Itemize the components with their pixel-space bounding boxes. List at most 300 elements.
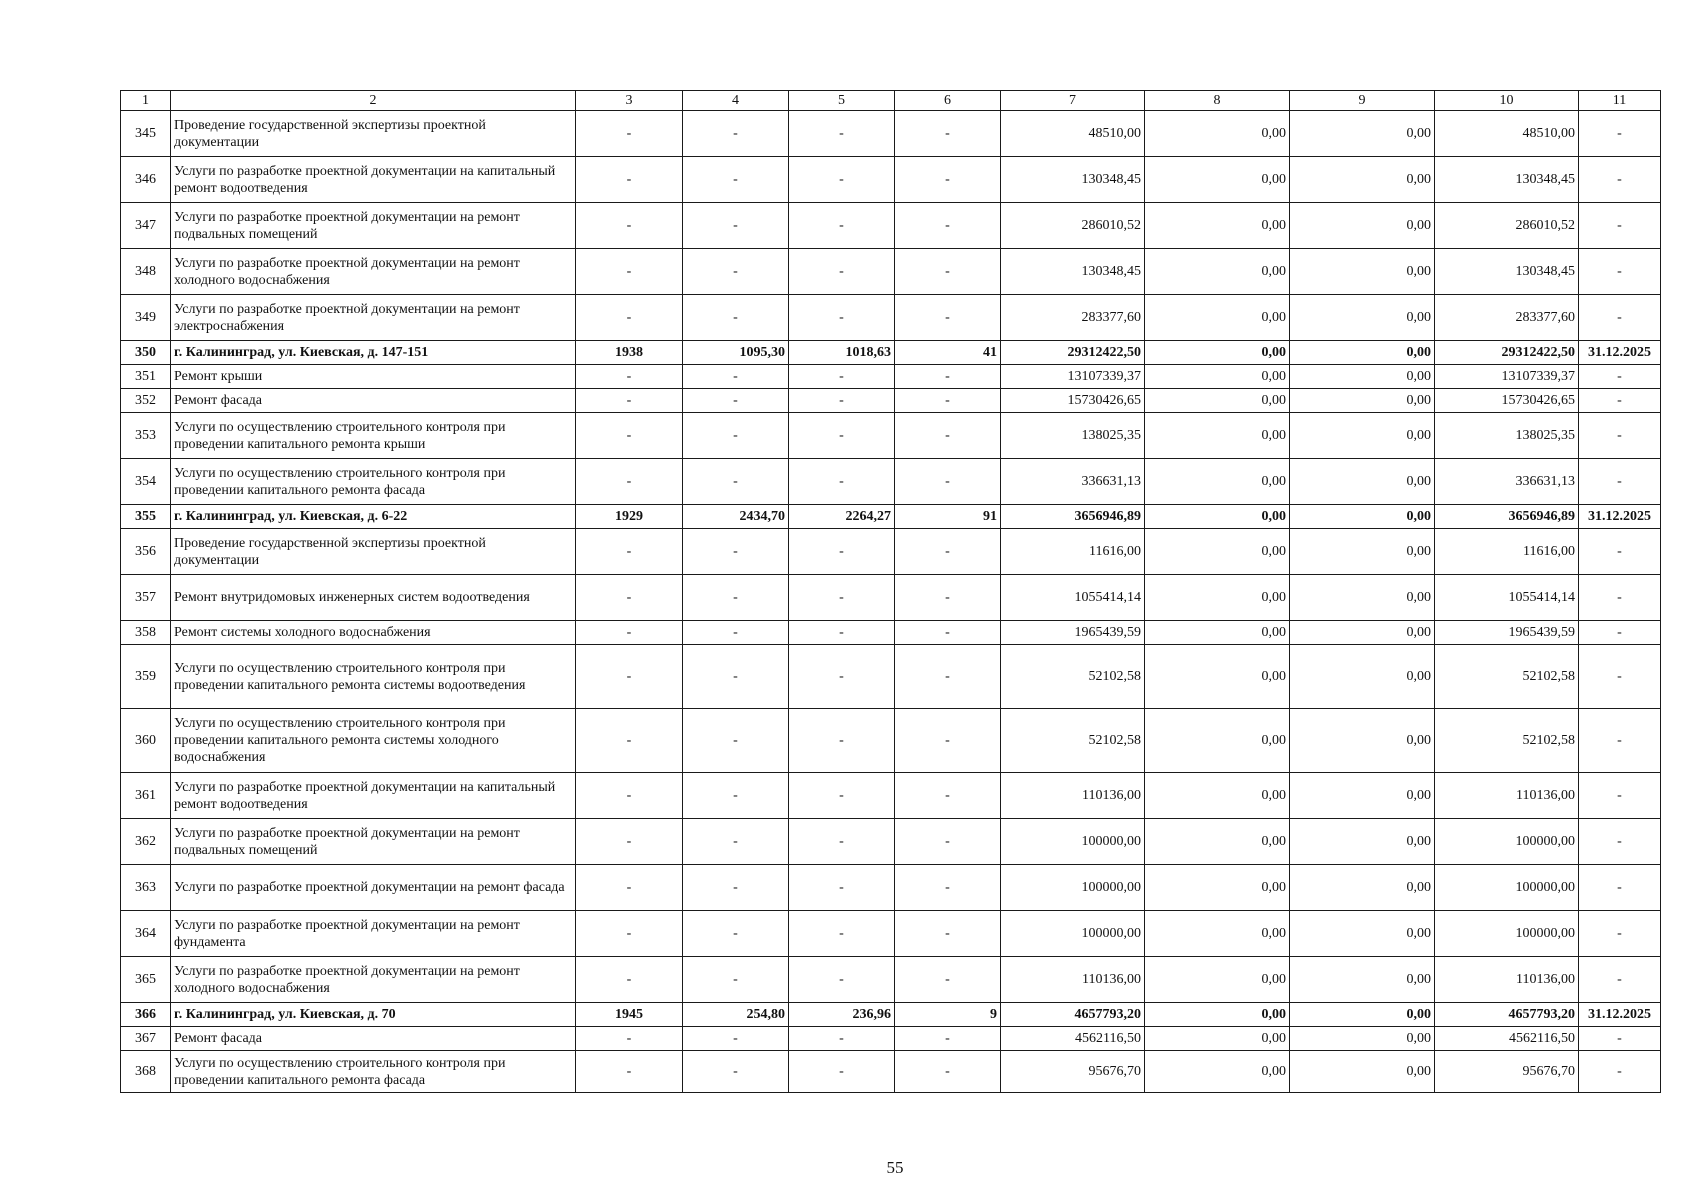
cell-fund-regional: 0,00 <box>1290 111 1435 157</box>
cell-cost-total: 52102,58 <box>1001 645 1145 709</box>
cell-num: 358 <box>121 621 171 645</box>
cell-fund-regional: 0,00 <box>1290 157 1435 203</box>
cell-residents: - <box>895 773 1001 819</box>
cell-deadline: 31.12.2025 <box>1579 1003 1661 1027</box>
cell-fund-owners: 130348,45 <box>1435 157 1579 203</box>
table-row <box>121 389 1661 413</box>
header-cell: 6 <box>895 91 1001 111</box>
cell-fund-regional: 0,00 <box>1290 505 1435 529</box>
cell-fund-regional: 0,00 <box>1290 865 1435 911</box>
cell-name: Услуги по осуществлению строительного контроля при проведении капитального ремонта системы холодного водоснабжения <box>171 709 576 773</box>
cell-name: Услуги по разработке проектной документации на ремонт фундамента <box>171 911 576 957</box>
cell-name: Ремонт фасада <box>171 389 576 413</box>
cell-deadline: - <box>1579 295 1661 341</box>
cell-num: 349 <box>121 295 171 341</box>
cell-num: 351 <box>121 365 171 389</box>
cell-area-total: - <box>683 911 789 957</box>
address-row <box>121 341 1661 365</box>
cell-name: Услуги по разработке проектной документации на ремонт фасада <box>171 865 576 911</box>
cell-fund-federal: 0,00 <box>1145 295 1290 341</box>
cell-name: Услуги по разработке проектной документации на ремонт холодного водоснабжения <box>171 249 576 295</box>
cell-residents: 41 <box>895 341 1001 365</box>
table-row <box>121 575 1661 621</box>
cell-year: - <box>576 911 683 957</box>
cell-residents: - <box>895 911 1001 957</box>
cell-cost-total: 138025,35 <box>1001 413 1145 459</box>
cell-cost-total: 336631,13 <box>1001 459 1145 505</box>
header-cell: 2 <box>171 91 576 111</box>
cell-fund-federal: 0,00 <box>1145 459 1290 505</box>
header-cell: 7 <box>1001 91 1145 111</box>
cell-name: Ремонт крыши <box>171 365 576 389</box>
table-row <box>121 621 1661 645</box>
cell-cost-total: 3656946,89 <box>1001 505 1145 529</box>
cell-area-living: 2264,27 <box>789 505 895 529</box>
cell-fund-owners: 100000,00 <box>1435 865 1579 911</box>
cell-year: 1945 <box>576 1003 683 1027</box>
table-row <box>121 1027 1661 1051</box>
cell-area-living: - <box>789 459 895 505</box>
cell-year: - <box>576 249 683 295</box>
cell-name: г. Калининград, ул. Киевская, д. 6-22 <box>171 505 576 529</box>
cell-fund-owners: 138025,35 <box>1435 413 1579 459</box>
cell-num: 346 <box>121 157 171 203</box>
cell-fund-regional: 0,00 <box>1290 773 1435 819</box>
cell-num: 363 <box>121 865 171 911</box>
table-row <box>121 911 1661 957</box>
cell-fund-federal: 0,00 <box>1145 911 1290 957</box>
cell-fund-regional: 0,00 <box>1290 529 1435 575</box>
cell-residents: - <box>895 365 1001 389</box>
cell-year: - <box>576 957 683 1003</box>
cell-residents: - <box>895 621 1001 645</box>
cell-fund-federal: 0,00 <box>1145 709 1290 773</box>
cell-fund-federal: 0,00 <box>1145 645 1290 709</box>
cell-area-total: - <box>683 389 789 413</box>
cell-residents: 91 <box>895 505 1001 529</box>
cell-area-total: - <box>683 157 789 203</box>
cell-year: - <box>576 773 683 819</box>
table-row <box>121 365 1661 389</box>
cell-fund-regional: 0,00 <box>1290 645 1435 709</box>
cell-name: Услуги по осуществлению строительного контроля при проведении капитального ремонта системы водоотведения <box>171 645 576 709</box>
cell-year: - <box>576 819 683 865</box>
cell-deadline: - <box>1579 865 1661 911</box>
cell-area-living: - <box>789 203 895 249</box>
header-cell: 1 <box>121 91 171 111</box>
cell-residents: - <box>895 1051 1001 1093</box>
cell-year: - <box>576 621 683 645</box>
cell-year: - <box>576 1027 683 1051</box>
cell-deadline: 31.12.2025 <box>1579 505 1661 529</box>
cell-num: 368 <box>121 1051 171 1093</box>
cell-name: Услуги по осуществлению строительного контроля при проведении капитального ремонта фасада <box>171 459 576 505</box>
table-row <box>121 111 1661 157</box>
cell-num: 362 <box>121 819 171 865</box>
cell-area-living: - <box>789 621 895 645</box>
table-row <box>121 203 1661 249</box>
cell-deadline: - <box>1579 529 1661 575</box>
cell-area-living: - <box>789 111 895 157</box>
cell-fund-owners: 4657793,20 <box>1435 1003 1579 1027</box>
header-cell: 3 <box>576 91 683 111</box>
cell-fund-regional: 0,00 <box>1290 341 1435 365</box>
cell-name: Услуги по разработке проектной документации на ремонт холодного водоснабжения <box>171 957 576 1003</box>
cell-deadline: - <box>1579 157 1661 203</box>
cell-fund-owners: 48510,00 <box>1435 111 1579 157</box>
cell-area-total: - <box>683 203 789 249</box>
header-cell: 10 <box>1435 91 1579 111</box>
cell-num: 357 <box>121 575 171 621</box>
header-cell: 8 <box>1145 91 1290 111</box>
cell-cost-total: 100000,00 <box>1001 911 1145 957</box>
cell-deadline: - <box>1579 459 1661 505</box>
cell-year: - <box>576 203 683 249</box>
cell-cost-total: 4657793,20 <box>1001 1003 1145 1027</box>
cell-area-total: - <box>683 529 789 575</box>
address-row <box>121 505 1661 529</box>
cell-name: г. Калининград, ул. Киевская, д. 147-151 <box>171 341 576 365</box>
cell-fund-federal: 0,00 <box>1145 865 1290 911</box>
cell-deadline: - <box>1579 389 1661 413</box>
cell-area-total: 254,80 <box>683 1003 789 1027</box>
cell-num: 350 <box>121 341 171 365</box>
cell-fund-regional: 0,00 <box>1290 203 1435 249</box>
cell-area-living: - <box>789 1027 895 1051</box>
cell-cost-total: 110136,00 <box>1001 773 1145 819</box>
cell-fund-regional: 0,00 <box>1290 819 1435 865</box>
cell-fund-owners: 110136,00 <box>1435 957 1579 1003</box>
header-cell: 9 <box>1290 91 1435 111</box>
cell-fund-regional: 0,00 <box>1290 1027 1435 1051</box>
cell-fund-owners: 1055414,14 <box>1435 575 1579 621</box>
cell-fund-federal: 0,00 <box>1145 1027 1290 1051</box>
cell-deadline: - <box>1579 773 1661 819</box>
cell-fund-regional: 0,00 <box>1290 249 1435 295</box>
table-row <box>121 819 1661 865</box>
cell-fund-federal: 0,00 <box>1145 341 1290 365</box>
cell-cost-total: 1055414,14 <box>1001 575 1145 621</box>
cell-cost-total: 286010,52 <box>1001 203 1145 249</box>
cell-cost-total: 48510,00 <box>1001 111 1145 157</box>
cell-residents: - <box>895 249 1001 295</box>
cell-residents: - <box>895 413 1001 459</box>
cell-area-total: - <box>683 819 789 865</box>
cell-year: 1938 <box>576 341 683 365</box>
cell-year: - <box>576 575 683 621</box>
cell-area-total: - <box>683 1051 789 1093</box>
cell-area-total: - <box>683 365 789 389</box>
cell-fund-regional: 0,00 <box>1290 365 1435 389</box>
cell-deadline: 31.12.2025 <box>1579 341 1661 365</box>
header-cell: 4 <box>683 91 789 111</box>
cell-deadline: - <box>1579 621 1661 645</box>
cell-num: 352 <box>121 389 171 413</box>
cell-num: 361 <box>121 773 171 819</box>
cell-fund-federal: 0,00 <box>1145 773 1290 819</box>
cell-fund-owners: 52102,58 <box>1435 645 1579 709</box>
cell-year: - <box>576 529 683 575</box>
cell-area-living: - <box>789 249 895 295</box>
address-row <box>121 1003 1661 1027</box>
cell-year: - <box>576 365 683 389</box>
cell-fund-federal: 0,00 <box>1145 111 1290 157</box>
cell-fund-federal: 0,00 <box>1145 1003 1290 1027</box>
cell-name: Услуги по разработке проектной документации на ремонт электроснабжения <box>171 295 576 341</box>
cell-fund-federal: 0,00 <box>1145 413 1290 459</box>
cell-name: Ремонт системы холодного водоснабжения <box>171 621 576 645</box>
cell-name: Услуги по разработке проектной документации на ремонт подвальных помещений <box>171 203 576 249</box>
table-row <box>121 773 1661 819</box>
cell-fund-owners: 130348,45 <box>1435 249 1579 295</box>
cell-cost-total: 11616,00 <box>1001 529 1145 575</box>
cell-num: 356 <box>121 529 171 575</box>
cell-area-total: 2434,70 <box>683 505 789 529</box>
cell-cost-total: 130348,45 <box>1001 157 1145 203</box>
cell-year: - <box>576 111 683 157</box>
cell-area-total: - <box>683 295 789 341</box>
cell-residents: - <box>895 389 1001 413</box>
cell-residents: - <box>895 295 1001 341</box>
cell-fund-owners: 110136,00 <box>1435 773 1579 819</box>
cell-fund-owners: 100000,00 <box>1435 911 1579 957</box>
cell-fund-regional: 0,00 <box>1290 621 1435 645</box>
cell-deadline: - <box>1579 1051 1661 1093</box>
cell-fund-regional: 0,00 <box>1290 1051 1435 1093</box>
cell-num: 359 <box>121 645 171 709</box>
cell-area-living: - <box>789 413 895 459</box>
cell-fund-regional: 0,00 <box>1290 575 1435 621</box>
cell-fund-regional: 0,00 <box>1290 389 1435 413</box>
cell-fund-regional: 0,00 <box>1290 295 1435 341</box>
cell-cost-total: 13107339,37 <box>1001 365 1145 389</box>
cell-deadline: - <box>1579 957 1661 1003</box>
cell-name: г. Калининград, ул. Киевская, д. 70 <box>171 1003 576 1027</box>
cell-num: 366 <box>121 1003 171 1027</box>
cell-deadline: - <box>1579 709 1661 773</box>
cell-area-total: - <box>683 413 789 459</box>
cell-deadline: - <box>1579 203 1661 249</box>
cell-area-total: - <box>683 249 789 295</box>
cell-name: Услуги по разработке проектной документации на ремонт подвальных помещений <box>171 819 576 865</box>
cell-area-total: - <box>683 621 789 645</box>
cell-residents: - <box>895 819 1001 865</box>
cell-fund-federal: 0,00 <box>1145 957 1290 1003</box>
cell-name: Проведение государственной экспертизы проектной документации <box>171 111 576 157</box>
cell-area-total: - <box>683 773 789 819</box>
cell-cost-total: 283377,60 <box>1001 295 1145 341</box>
header-row <box>121 91 1661 111</box>
cell-residents: - <box>895 575 1001 621</box>
table-row <box>121 957 1661 1003</box>
cell-cost-total: 100000,00 <box>1001 865 1145 911</box>
cell-year: - <box>576 459 683 505</box>
cell-deadline: - <box>1579 249 1661 295</box>
cell-residents: - <box>895 203 1001 249</box>
cell-area-total: - <box>683 459 789 505</box>
cell-name: Ремонт внутридомовых инженерных систем водоотведения <box>171 575 576 621</box>
cell-year: - <box>576 157 683 203</box>
cell-num: 365 <box>121 957 171 1003</box>
cell-fund-regional: 0,00 <box>1290 709 1435 773</box>
cell-fund-regional: 0,00 <box>1290 911 1435 957</box>
cell-fund-owners: 3656946,89 <box>1435 505 1579 529</box>
cell-fund-owners: 15730426,65 <box>1435 389 1579 413</box>
cell-deadline: - <box>1579 575 1661 621</box>
cell-residents: - <box>895 957 1001 1003</box>
cell-fund-federal: 0,00 <box>1145 365 1290 389</box>
cell-cost-total: 95676,70 <box>1001 1051 1145 1093</box>
cell-residents: - <box>895 157 1001 203</box>
cell-fund-owners: 52102,58 <box>1435 709 1579 773</box>
cell-num: 354 <box>121 459 171 505</box>
cell-area-living: - <box>789 645 895 709</box>
cell-cost-total: 110136,00 <box>1001 957 1145 1003</box>
cell-fund-owners: 100000,00 <box>1435 819 1579 865</box>
cell-name: Проведение государственной экспертизы проектной документации <box>171 529 576 575</box>
header-cell: 5 <box>789 91 895 111</box>
cell-fund-regional: 0,00 <box>1290 413 1435 459</box>
cell-area-total: - <box>683 865 789 911</box>
table-row <box>121 295 1661 341</box>
table-row <box>121 865 1661 911</box>
table-row <box>121 459 1661 505</box>
cell-num: 360 <box>121 709 171 773</box>
table-row <box>121 645 1661 709</box>
cell-num: 364 <box>121 911 171 957</box>
cell-cost-total: 130348,45 <box>1001 249 1145 295</box>
cell-deadline: - <box>1579 911 1661 957</box>
cell-area-living: - <box>789 1051 895 1093</box>
cell-fund-federal: 0,00 <box>1145 505 1290 529</box>
cell-fund-owners: 283377,60 <box>1435 295 1579 341</box>
cell-area-living: - <box>789 773 895 819</box>
cell-num: 367 <box>121 1027 171 1051</box>
cell-fund-owners: 336631,13 <box>1435 459 1579 505</box>
cell-name: Услуги по осуществлению строительного контроля при проведении капитального ремонта фасада <box>171 1051 576 1093</box>
cell-area-living: 1018,63 <box>789 341 895 365</box>
cell-area-total: - <box>683 575 789 621</box>
cell-year: - <box>576 865 683 911</box>
cell-num: 348 <box>121 249 171 295</box>
table-row <box>121 249 1661 295</box>
cell-fund-owners: 286010,52 <box>1435 203 1579 249</box>
cell-cost-total: 4562116,50 <box>1001 1027 1145 1051</box>
cell-num: 355 <box>121 505 171 529</box>
cell-year: 1929 <box>576 505 683 529</box>
cell-year: - <box>576 295 683 341</box>
cell-residents: - <box>895 1027 1001 1051</box>
cell-fund-federal: 0,00 <box>1145 621 1290 645</box>
cell-residents: 9 <box>895 1003 1001 1027</box>
cell-name: Услуги по разработке проектной документации на капитальный ремонт водоотведения <box>171 773 576 819</box>
cell-fund-regional: 0,00 <box>1290 459 1435 505</box>
cell-deadline: - <box>1579 819 1661 865</box>
cell-fund-federal: 0,00 <box>1145 389 1290 413</box>
cell-area-total: - <box>683 111 789 157</box>
cell-area-living: - <box>789 529 895 575</box>
cell-fund-owners: 95676,70 <box>1435 1051 1579 1093</box>
cell-fund-federal: 0,00 <box>1145 575 1290 621</box>
cell-fund-federal: 0,00 <box>1145 203 1290 249</box>
cell-fund-federal: 0,00 <box>1145 819 1290 865</box>
table-row <box>121 413 1661 459</box>
cell-name: Ремонт фасада <box>171 1027 576 1051</box>
cell-fund-owners: 29312422,50 <box>1435 341 1579 365</box>
page-number: 55 <box>886 1158 904 1177</box>
cell-deadline: - <box>1579 413 1661 459</box>
cell-fund-owners: 11616,00 <box>1435 529 1579 575</box>
cell-residents: - <box>895 645 1001 709</box>
cell-fund-federal: 0,00 <box>1145 529 1290 575</box>
cell-residents: - <box>895 529 1001 575</box>
cell-area-living: - <box>789 365 895 389</box>
cell-area-living: - <box>789 389 895 413</box>
cell-residents: - <box>895 865 1001 911</box>
cell-year: - <box>576 709 683 773</box>
cell-area-total: 1095,30 <box>683 341 789 365</box>
table-row <box>121 529 1661 575</box>
header-cell: 11 <box>1579 91 1661 111</box>
cell-area-living: - <box>789 865 895 911</box>
cell-num: 345 <box>121 111 171 157</box>
cell-cost-total: 52102,58 <box>1001 709 1145 773</box>
cell-year: - <box>576 413 683 459</box>
cell-area-total: - <box>683 1027 789 1051</box>
cell-area-total: - <box>683 957 789 1003</box>
cell-area-living: 236,96 <box>789 1003 895 1027</box>
cell-fund-federal: 0,00 <box>1145 249 1290 295</box>
cell-area-living: - <box>789 957 895 1003</box>
table-row <box>121 1051 1661 1093</box>
cell-area-living: - <box>789 295 895 341</box>
cell-fund-federal: 0,00 <box>1145 1051 1290 1093</box>
cell-fund-owners: 13107339,37 <box>1435 365 1579 389</box>
cell-deadline: - <box>1579 365 1661 389</box>
cell-cost-total: 15730426,65 <box>1001 389 1145 413</box>
cell-area-living: - <box>789 911 895 957</box>
cell-fund-regional: 0,00 <box>1290 957 1435 1003</box>
cell-residents: - <box>895 111 1001 157</box>
cell-fund-regional: 0,00 <box>1290 1003 1435 1027</box>
table-row <box>121 709 1661 773</box>
cell-area-total: - <box>683 645 789 709</box>
cell-area-living: - <box>789 819 895 865</box>
cell-area-living: - <box>789 575 895 621</box>
cell-area-living: - <box>789 709 895 773</box>
cell-fund-federal: 0,00 <box>1145 157 1290 203</box>
cell-num: 347 <box>121 203 171 249</box>
cell-fund-owners: 1965439,59 <box>1435 621 1579 645</box>
cell-year: - <box>576 1051 683 1093</box>
cell-residents: - <box>895 459 1001 505</box>
cell-area-total: - <box>683 709 789 773</box>
cell-fund-owners: 4562116,50 <box>1435 1027 1579 1051</box>
cell-cost-total: 1965439,59 <box>1001 621 1145 645</box>
cell-name: Услуги по осуществлению строительного контроля при проведении капитального ремонта крыши <box>171 413 576 459</box>
cell-cost-total: 29312422,50 <box>1001 341 1145 365</box>
cell-residents: - <box>895 709 1001 773</box>
cell-deadline: - <box>1579 111 1661 157</box>
table-row <box>121 157 1661 203</box>
cell-num: 353 <box>121 413 171 459</box>
cell-year: - <box>576 645 683 709</box>
works-table <box>120 90 1661 1093</box>
cell-name: Услуги по разработке проектной документации на капитальный ремонт водоотведения <box>171 157 576 203</box>
cell-deadline: - <box>1579 1027 1661 1051</box>
cell-deadline: - <box>1579 645 1661 709</box>
cell-cost-total: 100000,00 <box>1001 819 1145 865</box>
